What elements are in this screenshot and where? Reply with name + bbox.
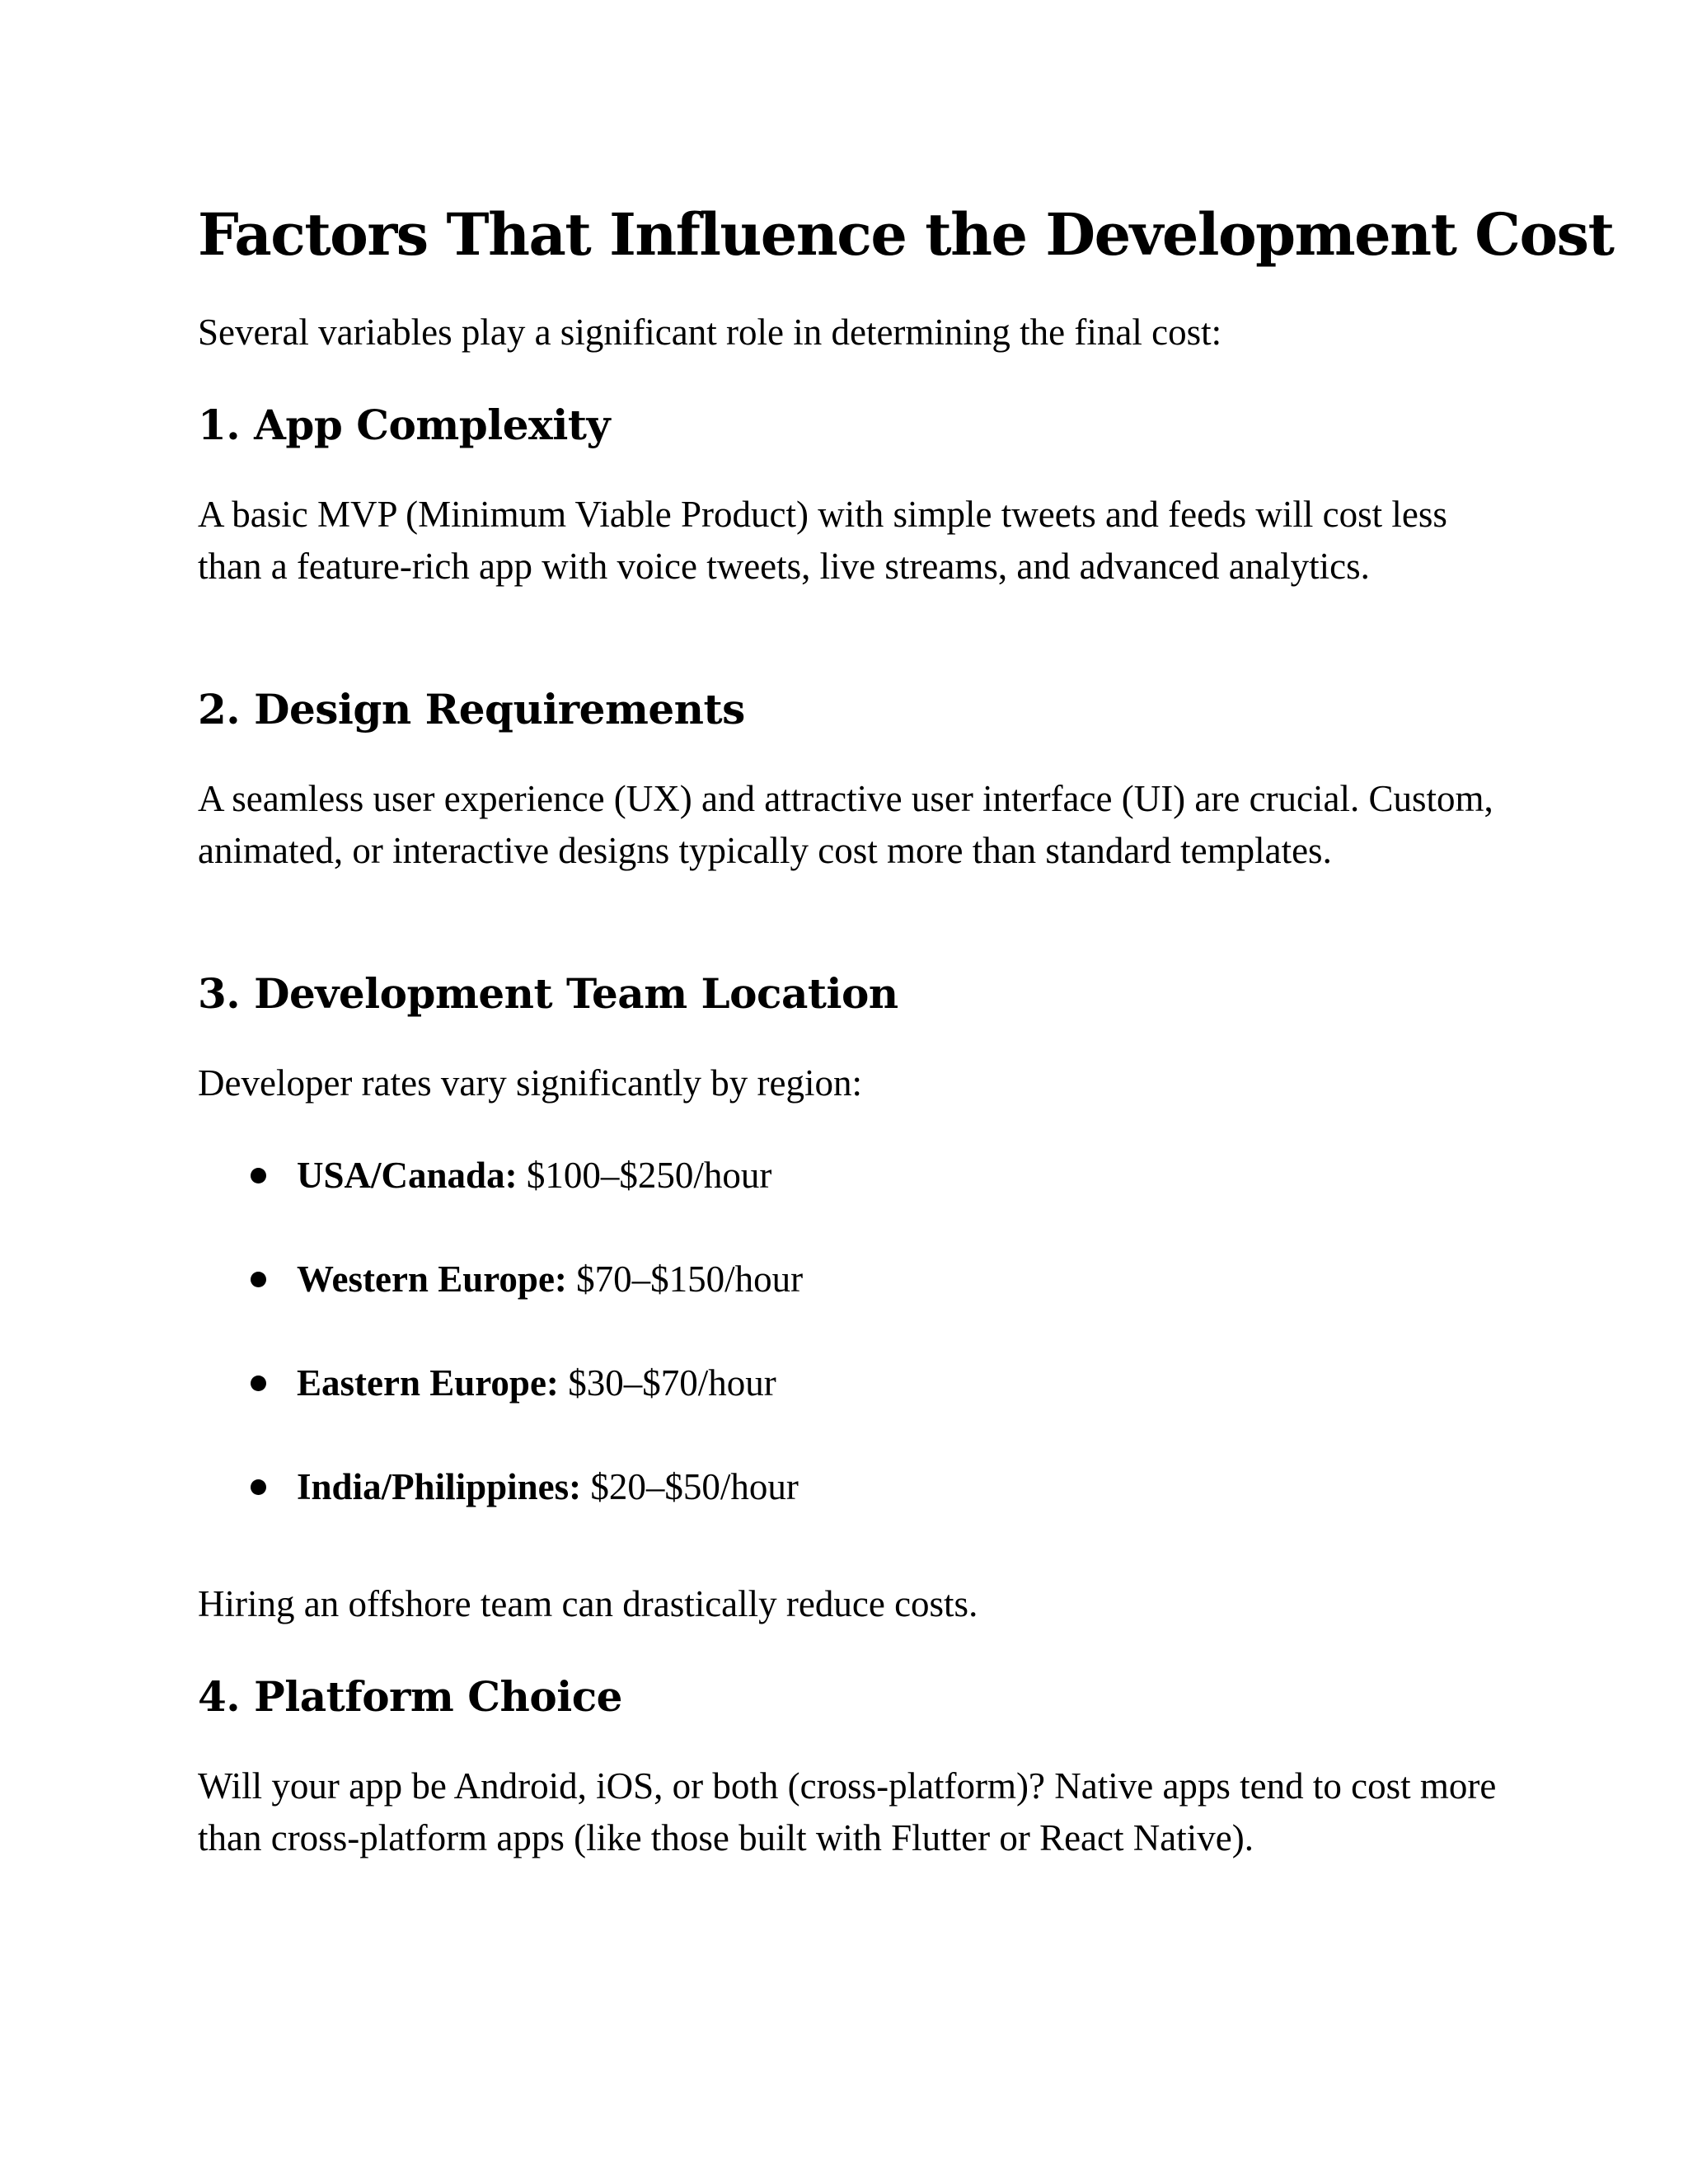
list-item <box>198 1150 1508 1202</box>
section-footer-team-location: Hiring an offshore team can drastically reduce costs. <box>198 1583 978 1624</box>
section-body-design-requirements: A seamless user experience (UX) and attractive user interface (UI) are crucial. Custom, animated, or interactive designs typically cost more than standard templates. <box>198 778 1493 871</box>
bullet-icon <box>251 1479 266 1495</box>
rate-text <box>297 1254 803 1305</box>
rate-text <box>297 1461 799 1513</box>
rate-region-label: Eastern Europe: <box>297 1362 559 1404</box>
rate-text <box>297 1357 776 1409</box>
rate-value: $20–$50/hour <box>581 1466 799 1507</box>
bullet-icon <box>251 1168 266 1183</box>
section-heading-team-location: 3. Development Team Location <box>198 969 898 1018</box>
section-heading-design-requirements: 2. Design Requirements <box>198 685 745 733</box>
section-heading-platform-choice: 4. Platform Choice <box>198 1672 622 1721</box>
bullet-icon <box>251 1272 266 1287</box>
section-body-app-complexity: A basic MVP (Minimum Viable Product) with simple tweets and feeds will cost less than a feature-rich app with voice tweets, live streams, and advanced analytics. <box>198 494 1447 587</box>
section-heading-app-complexity: 1. App Complexity <box>198 401 610 449</box>
rate-region-label: India/Philippines: <box>297 1466 582 1507</box>
list-item <box>198 1254 1508 1305</box>
rate-value: $70–$150/hour <box>566 1258 804 1300</box>
page-title: Factors That Influence the Development Cost <box>198 200 1614 269</box>
list-item <box>198 1461 1508 1513</box>
section-body-team-location: Developer rates vary significantly by region: <box>198 1062 862 1104</box>
section-body-platform-choice: Will your app be Android, iOS, or both (cross-platform)? Native apps tend to cost more than cross-platform apps (like those built with Flutter or React Native). <box>198 1765 1497 1858</box>
rate-value: $30–$70/hour <box>558 1362 776 1404</box>
rates-list <box>198 1150 1508 1565</box>
rate-text <box>297 1150 771 1202</box>
intro-paragraph: Several variables play a significant role in determining the final cost: <box>198 312 1222 353</box>
list-item <box>198 1357 1508 1409</box>
rate-region-label: Western Europe: <box>297 1258 567 1300</box>
rate-region-label: USA/Canada: <box>297 1155 518 1196</box>
bullet-icon <box>251 1376 266 1391</box>
rate-value: $100–$250/hour <box>517 1155 772 1196</box>
